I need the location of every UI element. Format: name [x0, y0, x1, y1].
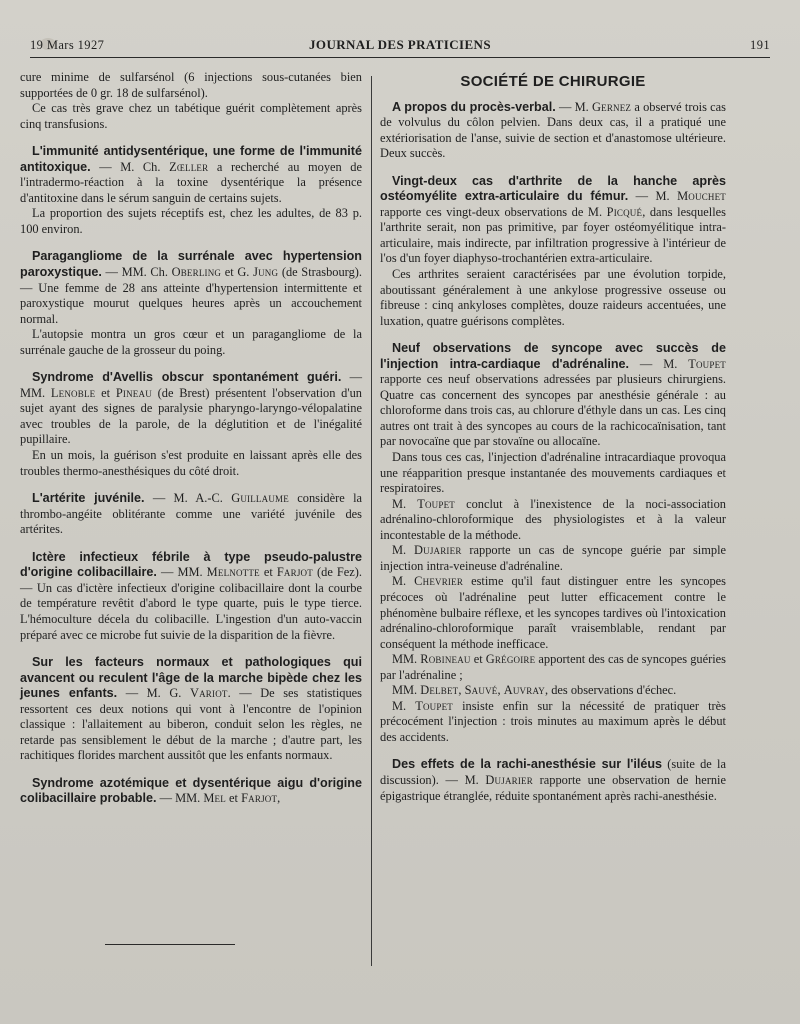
- article-title: Vingt-deux cas d'arthrite de la hanche après ostéomyélite extra-articulaire du fémur.: [380, 173, 726, 204]
- author-name: Oberling: [171, 265, 222, 280]
- article-marche: [20, 655, 362, 764]
- article-paragraph: [20, 144, 362, 206]
- prefix: MM.: [392, 652, 421, 667]
- section-title: SOCIÉTÉ DE CHIRURGIE: [460, 73, 646, 90]
- separator: — M. Ch.: [90, 159, 170, 174]
- article-text: insiste enfin sur la nécessité de pratiquer très précocément l'injection : trois minutes au maximum après le début des accidents.: [380, 698, 726, 744]
- separator: et: [259, 565, 277, 580]
- article-title: Sur les facteurs normaux et pathologiques qui avancent ou reculent l'âge de la marche bipède chez les jeunes enfants.: [20, 655, 362, 701]
- article-text: rapporte une observation de hernie épigastrique étranglée, réduite spontanément après rachi-anesthésie.: [380, 772, 726, 803]
- article-ictere: [20, 550, 362, 643]
- article-paragraph: [20, 249, 362, 327]
- author-name: Dujarier: [485, 772, 533, 787]
- article-text: , des observations d'échec.: [545, 683, 677, 698]
- separator: et: [225, 791, 242, 806]
- article-arthrite-hanche: [380, 174, 726, 329]
- prefix: M.: [392, 574, 415, 589]
- running-header: [30, 34, 770, 58]
- column-end-rule: [105, 944, 235, 945]
- article-paragraph: [20, 550, 362, 643]
- article-arterite: [20, 491, 362, 538]
- header-date: 19 Mars 1927: [30, 38, 105, 52]
- separator: — M.: [628, 189, 678, 204]
- article-text: a recherché au moyen de l'intradermo-réaction à la toxine dysentérique la présence d'antitoxine dans le sérum sanguin de certains sujets.: [20, 159, 362, 205]
- separator: ,: [458, 683, 465, 698]
- separator: — M. G.: [117, 686, 190, 701]
- article-paragraph: [380, 174, 726, 267]
- article-paragangliome: [20, 249, 362, 358]
- author-name: Pineau: [115, 385, 152, 400]
- author-name: Farjot: [276, 565, 313, 580]
- article-paragraph: [20, 370, 362, 448]
- article-paragraph-2: L'autopsie montra un gros cœur et un paragangliome de la surrénale gauche de la grosseur du poing.: [20, 327, 362, 357]
- article-title: L'artérite juvénile.: [32, 491, 145, 506]
- article-paragraph-8: [380, 699, 726, 746]
- intro-paragraph-1: cure minime de sulfarsénol (6 injections sous-cutanées bien supportées de 0 gr. 18 de sulfarsénol).: [20, 70, 362, 100]
- article-paragraph: [380, 757, 726, 804]
- article-immunite: [20, 144, 362, 237]
- article-rachi-anesthesie: [380, 757, 726, 804]
- header-rule: [30, 57, 770, 58]
- article-title: Des effets de la rachi-anesthésie sur l'iléus: [392, 757, 663, 772]
- author-name: Robineau: [420, 652, 471, 667]
- author-name: Toupet: [417, 496, 455, 511]
- author-name: Melnotte: [206, 565, 260, 580]
- article-title: A propos du procès-verbal.: [392, 99, 556, 114]
- article-title: Ictère infectieux fébrile à type pseudo-palustre d'origine colibacillaire.: [20, 549, 362, 580]
- author-name: Delbet: [420, 683, 459, 698]
- article-paragraph: [380, 341, 726, 450]
- separator: et: [95, 385, 116, 400]
- right-column: [380, 70, 726, 816]
- author-name: Mouchet: [677, 189, 726, 204]
- prefix: M.: [392, 698, 416, 713]
- author-name: Dujarier: [413, 543, 462, 558]
- article-proces-verbal: [380, 100, 726, 162]
- author-name: Auvray: [503, 683, 546, 698]
- article-paragraph-2: Ces arthrites seraient caractérisées par une évolution torpide, aboutissant généralement à une ankylose progressive osseuse ou fibreuse : cinq ankyloses complètes, douze raideurs accentuées, une luxation, quatre guérisons complètes.: [380, 267, 726, 328]
- article-paragraph: [20, 655, 362, 764]
- article-title: Syndrome d'Avellis obscur spontanément guéri.: [32, 370, 342, 385]
- article-paragraph: [380, 100, 726, 162]
- separator: — MM.: [156, 791, 204, 806]
- article-text: (de Brest) présentent l'observation d'un sujet ayant des signes de paralysie pharyngo-laryngo-vélopalatine avec troubles de la parole, de la déglutition et de l'inégalité pupillaire.: [20, 385, 362, 447]
- article-avellis: [20, 370, 362, 479]
- separator: — M. A.-C.: [144, 491, 232, 506]
- intro-paragraph-2: Ce cas très grave chez un tabétique guérit complètement après cinq transfusions.: [20, 101, 362, 131]
- article-title: L'immunité antidysentérique, une forme de l'immunité antitoxique.: [20, 144, 362, 174]
- article-text: rapporte ces vingt-deux observations de M.: [380, 204, 607, 219]
- separator: ,: [277, 791, 281, 806]
- article-text: rapporte un cas de syncope guérie par simple injection intra-veineuse d'adrénaline.: [380, 543, 727, 573]
- separator: — M.: [629, 356, 689, 371]
- article-paragraph-6: [380, 652, 726, 683]
- author-name: Chevrier: [414, 574, 464, 589]
- author-name: Lenoble: [50, 385, 96, 400]
- article-text: rapporte ces neuf observations adressées par plusieurs chirurgiens. Quatre cas concernent des syncopes par anesthésie générale : au chloroforme dans trois cas, au chlorure d'éthyle dans un cas. Les cinq autres ont trait à des syncopes au cours de la rachicocaïnisation, tant par novocaïne que par stovaïne ou allocaïne.: [380, 372, 726, 449]
- author-name: Mel: [203, 791, 226, 806]
- article-text: a observé trois cas de volvulus du côlon pelvien. Dans deux cas, il a pratiqué une extériorisation de l'anse, suivie de section et d'anastomose ultérieure. Deux succès.: [380, 99, 726, 161]
- article-text: (suite de la discussion). — M.: [380, 757, 726, 787]
- article-title: Neuf observations de syncope avec succès de l'injection intra-cardiaque d'adrénaline.: [380, 341, 726, 371]
- author-name: Gernez: [591, 99, 632, 114]
- author-name: Sauvé: [464, 683, 498, 698]
- column-divider: [371, 76, 372, 966]
- article-title: Paragangliome de la surrénale avec hypertension paroxystique.: [20, 249, 362, 280]
- author-name: Toupet: [415, 698, 453, 713]
- article-paragraph-4: [380, 543, 726, 574]
- prefix: MM.: [392, 683, 421, 698]
- article-text: apportent des cas de syncopes guéries par l'adrénaline ;: [380, 652, 726, 682]
- separator: et: [470, 652, 486, 667]
- author-name: Guillaume: [231, 491, 289, 506]
- article-text: . — De ses statistiques ressortent ces deux notions qui vont à l'encontre de l'opinion classique : l'allaitement au biberon, conduit selon les règles, ne retarde pas sensiblement le début de la marche ; d'autre part, les rachitiques florides marchent aussitôt que les enfants normaux.: [20, 686, 362, 763]
- article-paragraph-2: Dans tous ces cas, l'injection d'adrénaline intracardiaque provoqua une réapparition presque instantanée des mouvements cardiaques et respiratoires.: [380, 450, 726, 496]
- article-text: conclut à l'inexistence de la noci-association adrénalino-chloroformique des physiologistes et à la valeur incontestable de la méthode.: [380, 496, 726, 542]
- article-paragraph-3: [380, 497, 726, 544]
- intro-entry: [20, 70, 362, 132]
- author-name: Farjot: [241, 791, 278, 806]
- article-azotemique: [20, 776, 362, 807]
- article-paragraph: [20, 491, 362, 538]
- article-text: considère la thrombo-angéite oblitérante comme une variété juvénile des artérites.: [20, 491, 363, 537]
- author-name: Grégoire: [485, 652, 536, 667]
- article-syncope: [380, 341, 726, 745]
- article-title: Syndrome azotémique et dysentérique aigu d'origine colibacillaire probable.: [20, 775, 362, 806]
- left-column: [20, 70, 362, 819]
- article-text: , dans lesquelles l'arthrite serait, non pas primitive, par foyer ostéomyélitique intra-articulaire, mais indirecte, par infiltration progressive à l'intérieur de l'os d'un foyer diaphyso-trochantérien extra-articulaire.: [380, 204, 726, 266]
- author-name: Jung: [253, 265, 279, 280]
- article-paragraph-2: En un mois, la guérison s'est produite en laissant après elle des troubles thermo-anesthésiques du côté droit.: [20, 448, 362, 478]
- prefix: M.: [392, 496, 418, 511]
- separator: — MM.: [156, 565, 207, 580]
- article-paragraph-2: La proportion des sujets réceptifs est, chez les adultes, de 83 p. 100 environ.: [20, 206, 362, 236]
- author-name: Variot: [189, 686, 228, 701]
- header-page-number: 191: [750, 38, 770, 52]
- article-text: (de Fez). — Un cas d'ictère infectieux d'origine colibacillaire dont la courbe de température revêtit d'abord le type quarte, puis le type tierce. L'hémoculture décela du colibacille. L'ingestion d'un auto-vaccin préparé avec ce microbe fut suivie de la disparition de la fièvre.: [20, 565, 362, 642]
- author-name: Toupet: [688, 356, 726, 371]
- article-paragraph-5: [380, 574, 726, 652]
- separator: — MM. Ch.: [101, 265, 172, 280]
- author-name: Zœller: [169, 159, 209, 174]
- article-paragraph-7: [380, 683, 726, 699]
- separator: — M.: [555, 99, 592, 114]
- author-name: Picqué: [606, 204, 643, 219]
- separator: ,: [497, 683, 504, 698]
- header-journal-title: JOURNAL DES PRATICIENS: [309, 37, 491, 52]
- separator: et G.: [221, 265, 254, 280]
- article-text: (de Strasbourg). — Une femme de 28 ans atteinte d'hypertension intermittente et paroxystique mourut quelques heures après un accouchement normal.: [20, 265, 362, 326]
- prefix: M.: [392, 543, 414, 558]
- article-text: estime qu'il faut distinguer entre les syncopes précoces où l'adrénaline peut lutter efficacement contre le phénomène bulbaire réflexe, et les syncopes tardives où l'intoxication adrénalino-chloroformique paraît vraisemblable, rendant par conséquent la méthode inefficace.: [380, 574, 726, 651]
- article-paragraph: [20, 776, 362, 807]
- separator: — MM.: [20, 370, 362, 400]
